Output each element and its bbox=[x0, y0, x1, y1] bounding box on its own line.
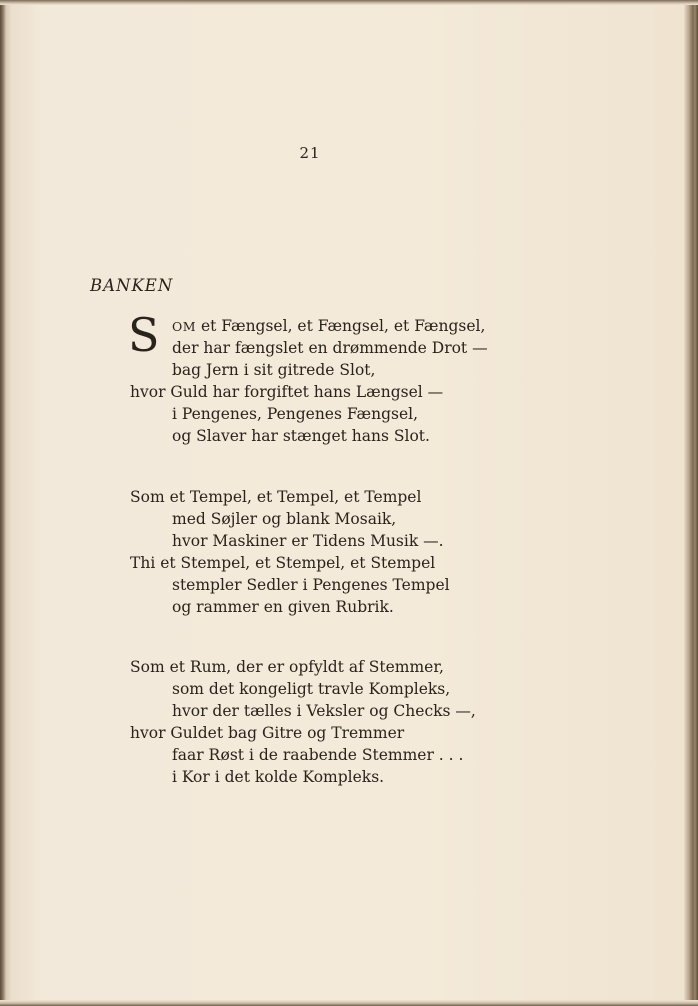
stanza2-line-6: og rammer en given Rubrik. bbox=[172, 598, 394, 616]
stanza1-line-6: og Slaver har stænget hans Slot. bbox=[172, 427, 430, 445]
drop-cap: S bbox=[128, 308, 160, 362]
stanza3-line-5: faar Røst i de raabende Stemmer . . . bbox=[172, 746, 464, 764]
page-number: 21 bbox=[299, 144, 321, 162]
stanza3-line-4: hvor Guldet bag Gitre og Tremmer bbox=[130, 724, 405, 742]
stanza3-line-1: Som et Rum, der er opfyldt af Stemmer, bbox=[130, 658, 444, 676]
poem-title: BANKEN bbox=[90, 276, 174, 295]
stanza1-line-2: der har fængslet en drømmende Drot — bbox=[172, 339, 488, 357]
stanza3-line-3: hvor der tælles i Veksler og Checks —, bbox=[172, 702, 476, 720]
page-top-edge bbox=[0, 0, 698, 5]
stanza2-line-4: Thi et Stempel, et Stempel, et Stempel bbox=[130, 554, 436, 572]
stanza3-line-2: som det kongeligt travle Kompleks, bbox=[172, 680, 451, 698]
stanza2-line-1: Som et Tempel, et Tempel, et Tempel bbox=[130, 488, 422, 506]
stanza3-line-6: i Kor i det kolde Kompleks. bbox=[172, 768, 385, 786]
stanza2-line-3: hvor Maskiner er Tidens Musik —. bbox=[172, 532, 444, 550]
stanza1-line-4: hvor Guld har forgiftet hans Længsel — bbox=[130, 383, 444, 401]
stanza1-line-3: bag Jern i sit gitrede Slot, bbox=[172, 361, 376, 379]
first-word-smallcaps: OM bbox=[172, 319, 197, 334]
stanza2-line-2: med Søjler og blank Mosaik, bbox=[172, 510, 397, 528]
stanza1-line-5: i Pengenes, Pengenes Fængsel, bbox=[172, 405, 419, 423]
page-outer-edge bbox=[684, 0, 698, 1006]
page-bottom-edge bbox=[0, 1000, 698, 1006]
first-line-rest: et Fængsel, et Fængsel, et Fængsel, bbox=[196, 317, 486, 335]
stanza1-line-1 bbox=[172, 315, 485, 338]
stanza2-line-5: stempler Sedler i Pengenes Tempel bbox=[172, 576, 450, 594]
